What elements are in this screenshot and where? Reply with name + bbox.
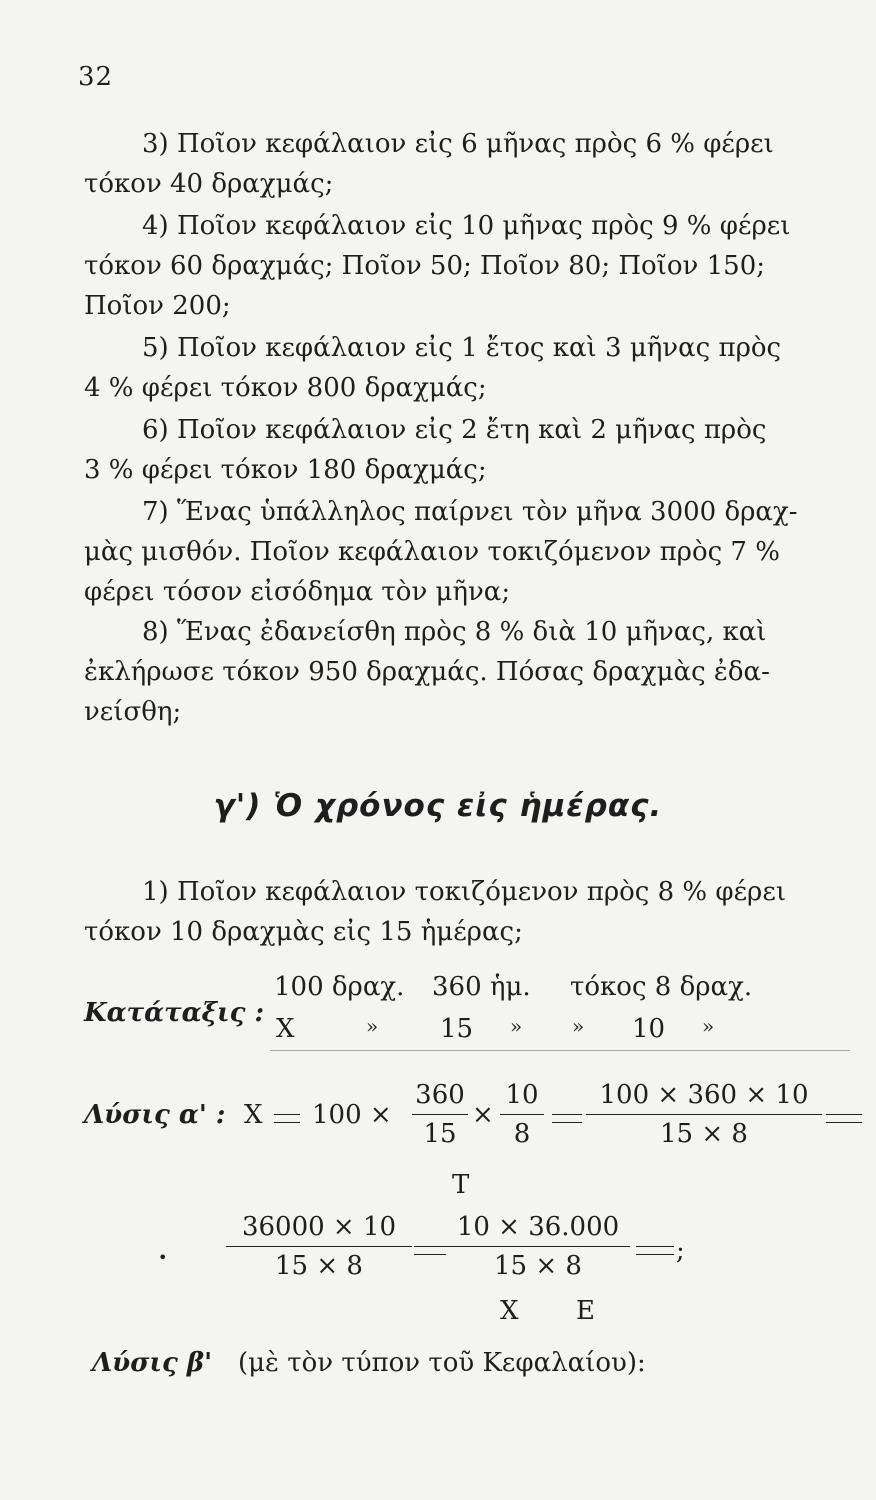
- problem-line: 7) Ἕνας ὑπάλληλος παίρνει τὸν μῆνα 3000 δραχ-: [142, 497, 798, 527]
- solution-b-label: Λύσις β': [92, 1348, 213, 1378]
- ditto-mark: »: [510, 1014, 523, 1038]
- equals-sign: [274, 1122, 300, 1123]
- problem-line: τόκον 40 δραχμάς;: [84, 169, 334, 199]
- arrangement-days: 360 ἡμ.: [432, 972, 531, 1002]
- problem-line: 1) Ποῖον κεφάλαιον τοκιζόμενον πρὸς 8 % φέρει: [142, 877, 787, 907]
- numerator: 100 × 360 × 10: [599, 1080, 809, 1110]
- solution-a-label: Λύσις α' :: [84, 1100, 226, 1130]
- equals-sign: [552, 1122, 582, 1123]
- equals-sign: [274, 1114, 300, 1115]
- numerator: 10 × 36.000: [456, 1212, 620, 1242]
- solution-a-lhs: X: [244, 1100, 263, 1130]
- equals-sign: [826, 1122, 862, 1123]
- fraction-36000: [226, 1210, 412, 1283]
- denominator: 15 × 8: [494, 1251, 582, 1281]
- arrangement-days-value: 15: [440, 1014, 474, 1044]
- problem-line: 4 % φέρει τόκον 800 δραχμάς;: [84, 373, 487, 403]
- fraction-bar: [446, 1246, 630, 1247]
- problem-7: [84, 492, 850, 612]
- fraction-36-000: [446, 1210, 630, 1283]
- bullet-mark: •: [158, 1248, 168, 1267]
- equals-sign: [636, 1254, 674, 1255]
- ditto-mark: »: [572, 1014, 585, 1038]
- times-sign: ×: [472, 1100, 494, 1130]
- arrangement-capital: 100 δραχ.: [274, 972, 405, 1002]
- problem-line: 3) Ποῖον κεφάλαιον εἰς 6 μῆνας πρὸς 6 % φέρει: [142, 129, 774, 159]
- solution-a-factor: 100 ×: [312, 1100, 392, 1130]
- page-number: 32: [78, 62, 114, 92]
- equals-sign: [826, 1114, 862, 1115]
- numerator: 10: [505, 1080, 539, 1110]
- fraction-360-15: [412, 1078, 468, 1151]
- numerator: 36000 × 10: [241, 1212, 397, 1242]
- fraction-product: [586, 1078, 822, 1151]
- problem-line: τόκον 60 δραχμάς; Ποῖον 50; Ποῖον 80; Ποῖον 150;: [84, 251, 765, 281]
- equals-sign: [414, 1246, 446, 1247]
- problem-line: 3 % φέρει τόκον 180 δραχμάς;: [84, 455, 487, 485]
- arrangement-unknown: X: [276, 1014, 295, 1044]
- label-X: X: [500, 1296, 519, 1326]
- problem-6: [84, 410, 850, 490]
- label-E: E: [576, 1296, 595, 1326]
- denominator: 8: [513, 1119, 531, 1149]
- section-heading: γ') Ὁ χρόνος εἰς ἡμέρας.: [213, 788, 663, 824]
- fraction-10-8: [500, 1078, 544, 1151]
- problem-line: νείσθη;: [84, 697, 182, 727]
- denominator: 15: [423, 1119, 457, 1149]
- problem-5: [84, 328, 850, 408]
- arrangement-interest: τόκος 8 δραχ.: [570, 972, 753, 1002]
- ditto-mark: »: [366, 1014, 379, 1038]
- equals-sign: [552, 1114, 582, 1115]
- problem-line: Ποῖον 200;: [84, 291, 231, 321]
- arrangement-label: Κατάταξις :: [84, 998, 265, 1028]
- denominator: 15 × 8: [275, 1251, 363, 1281]
- problem-line: μὰς μισθόν. Ποῖον κεφάλαιον τοκιζόμενον πρὸς 7 %: [84, 537, 780, 567]
- numerator: 360: [415, 1080, 465, 1110]
- fraction-bar: [500, 1114, 544, 1115]
- problem-line: 8) Ἕνας ἐδανείσθη πρὸς 8 % διὰ 10 μῆνας, καὶ: [142, 617, 767, 647]
- problem-line: ἐκλήρωσε τόκον 950 δραχμάς. Πόσας δραχμὰς ἐδα-: [84, 657, 770, 687]
- problem-line: 6) Ποῖον κεφάλαιον εἰς 2 ἔτη καὶ 2 μῆνας πρὸς: [142, 415, 767, 445]
- solution-b-text: (μὲ τὸν τύπον τοῦ Κεφαλαίου):: [238, 1348, 646, 1378]
- equals-sign: [414, 1254, 446, 1255]
- problem-line: 4) Ποῖον κεφάλαιον εἰς 10 μῆνας πρὸς 9 % φέρει: [142, 211, 791, 241]
- problem-8: [84, 612, 850, 732]
- equals-sign: [636, 1246, 674, 1247]
- problem-line: 5) Ποῖον κεφάλαιον εἰς 1 ἔτος καὶ 3 μῆνας πρὸς: [142, 333, 782, 363]
- denominator: 15 × 8: [660, 1119, 748, 1149]
- fraction-bar: [586, 1114, 822, 1115]
- divider: [270, 1050, 850, 1051]
- arrangement-interest-value: 10: [632, 1014, 666, 1044]
- problem-line: φέρει τόσον εἰσόδημα τὸν μῆνα;: [84, 577, 511, 607]
- problem-line: τόκον 10 δραχμὰς εἰς 15 ἡμέρας;: [84, 917, 523, 947]
- problem-3: [84, 124, 850, 204]
- fraction-bar: [412, 1114, 468, 1115]
- label-T: T: [452, 1170, 470, 1200]
- problem-4: [84, 206, 850, 326]
- semicolon: ;: [676, 1236, 685, 1266]
- ditto-mark: »: [702, 1014, 715, 1038]
- example-problem: [84, 872, 850, 952]
- fraction-bar: [226, 1246, 412, 1247]
